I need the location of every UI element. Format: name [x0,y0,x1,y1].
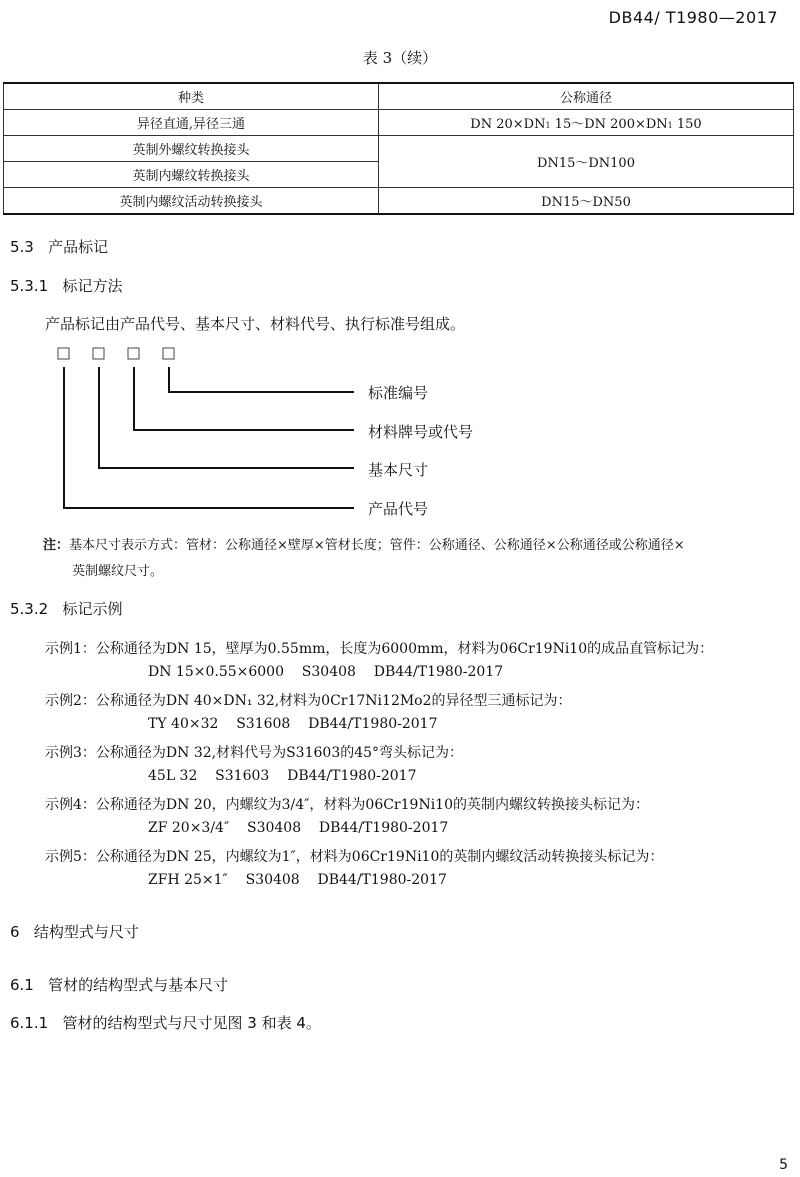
cell-kind: 异径直通,异径三通 [4,110,379,136]
placeholder-box-basic-size [93,348,104,359]
label-basic-size: 基本尺寸 [368,461,429,479]
cell-nominal-diameter: DN 20×DN1 15～DN 200×DN1 150 [379,110,794,136]
heading-5-3-2: 5.3.2 标记示例 [10,600,123,618]
note-line-1: 注：基本尺寸表示方式：管材：公称通径×壁厚×管材长度；管件：公称通径、公称通径×公称通径或公称通径× [43,538,685,553]
placeholder-box-material [128,348,139,359]
cell-kind: 英制内螺纹活动转换接头 [4,188,379,215]
table-3-continued [3,82,794,215]
label-material-grade: 材料牌号或代号 [368,423,474,441]
example-2-marking: TY 40×32 S31608 DB44/T1980-2017 [148,716,438,732]
table-row [4,188,794,215]
example-1-description: 示例1：公称通径为DN 15，壁厚为0.55mm，长度为6000mm，材料为06Cr19Ni10的成品直管标记为： [45,641,714,657]
table-row [4,110,794,136]
example-3-marking: 45L 32 S31603 DB44/T1980-2017 [148,768,417,784]
heading-6-1: 6.1 管材的结构型式与基本尺寸 [10,976,229,994]
example-4-marking: ZF 20×3/4″ S30408 DB44/T1980-2017 [148,820,449,836]
example-1-marking: DN 15×0.55×6000 S30408 DB44/T1980-2017 [148,664,504,680]
cell-nominal-diameter: DN15～DN100 [379,136,794,188]
cell-kind: 英制外螺纹转换接头 [4,136,379,162]
label-standard-number: 标准编号 [368,384,429,402]
example-2-description: 示例2：公称通径为DN 40×DN₁ 32,材料为0Cr17Ni12Mo2的异径型三通标记为： [45,693,572,709]
table-row [4,136,794,162]
clause-6-1-1: 6.1.1 管材的结构型式与尺寸见图 3 和表 4。 [10,1014,321,1032]
example-5-marking: ZFH 25×1″ S30408 DB44/T1980-2017 [148,872,447,888]
cell-nominal-diameter: DN15～DN50 [379,188,794,215]
page-number: 5 [779,1157,788,1173]
marking-structure-diagram [0,340,560,520]
document-code-header: DB44/ T1980—2017 [608,8,778,27]
cell-kind: 英制内螺纹转换接头 [4,162,379,188]
example-3-description: 示例3：公称通径为DN 32,材料代号为S31603的45°弯头标记为： [45,745,464,761]
table-header-row [4,83,794,110]
example-4-description: 示例4：公称通径为DN 20，内螺纹为3/4″，材料为06Cr19Ni10的英制内螺纹转换接头标记为： [45,797,649,813]
placeholder-box-standard [163,348,174,359]
column-header-kind: 种类 [4,83,379,110]
heading-5-3: 5.3 产品标记 [10,238,109,256]
table-title: 表 3（续） [362,49,438,67]
heading-5-3-1: 5.3.1 标记方法 [10,277,123,295]
example-5-description: 示例5：公称通径为DN 25，内螺纹为1″，材料为06Cr19Ni10的英制内螺纹活动转换接头标记为： [45,849,664,865]
marking-method-paragraph: 产品标记由产品代号、基本尺寸、材料代号、执行标准号组成。 [45,315,466,333]
heading-6: 6 结构型式与尺寸 [10,923,139,941]
label-product-code: 产品代号 [368,500,429,518]
column-header-nominal-diameter: 公称通径 [379,83,794,110]
note-line-2: 英制螺纹尺寸。 [72,564,164,579]
placeholder-box-product-code [58,348,69,359]
